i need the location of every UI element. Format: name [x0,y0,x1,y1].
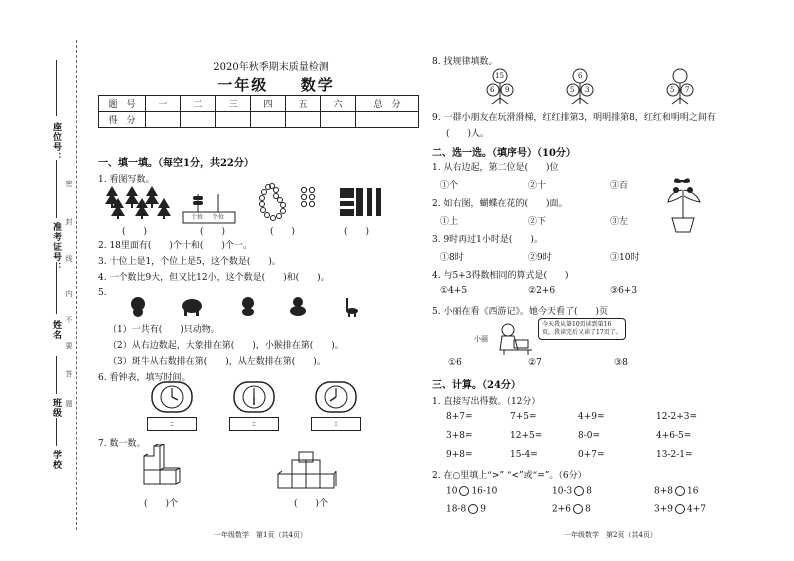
s2-q2-opt-1[interactable]: ①上 [440,217,459,227]
compare-right: 16-10 [471,486,498,497]
s2-q4-opt-3[interactable]: ③6+3 [610,286,638,296]
cube-stack-picture [276,450,338,490]
class-label: 班级 [51,398,61,418]
seal-dashed-line [76,40,77,530]
s2-q4-opt-1[interactable]: ①4+5 [440,286,468,296]
calc-item[interactable]: 7+5= [510,412,537,422]
exam-no-label: 准考证号： [51,222,61,272]
tree-group-picture [104,184,174,220]
compare-left: 2+6 [552,504,571,515]
compare-right: 8 [586,486,592,497]
score-input-cell[interactable] [321,112,356,128]
compare-circle[interactable] [468,504,478,514]
compare-circle[interactable] [675,504,685,514]
section-3-heading: 三、计算。（24分） [432,380,521,391]
flower-3-right: 7 [685,86,690,94]
seal-word: 答 [65,370,73,377]
s2-q3-opt-2[interactable]: ②9时 [528,253,552,263]
calc-item[interactable]: 13-2-1= [656,450,693,460]
compare-item [654,486,698,497]
calc-item[interactable]: 12+5= [510,431,543,441]
s2-q3-text: 3. 9时再过1小时是( )。 [432,235,543,245]
score-header-cell: 六 [321,96,356,112]
s2-q5-text: 5. 小丽在看《西游记》。她今天看了( )页 [432,307,608,317]
seal-word: 封 [65,218,73,225]
score-header-cell: 四 [251,96,286,112]
dot-grid-picture [300,186,320,212]
compare-circle[interactable] [573,504,583,514]
s2-q2-text: 2. 如右图，蝴蝶在花的( )面。 [432,199,568,209]
flower-1-right: 9 [505,86,510,94]
score-input-cell[interactable] [251,112,286,128]
calc-item[interactable]: 4+9= [578,412,605,422]
page-footer-right: 一年级数学 第2页（共4页） [564,531,657,539]
compare-left: 18-8 [446,504,467,515]
q8-text: 8. 找规律填数。 [432,57,498,67]
compare-item [446,504,486,515]
seat-no-label: 座位号： [51,122,61,162]
speech-bubble: 今天我从第10页读到第16页，我读完后又读了17页了。 [538,318,626,340]
exam-no-line [56,160,57,218]
score-header-cell: 一 [146,96,181,112]
compare-right: 4+7 [687,504,706,515]
compare-circle[interactable] [574,486,584,496]
animals-row-picture [128,294,368,318]
calc-item[interactable]: 9+8= [446,450,473,460]
section-1-heading: 一、填一填。（每空1分，共22分） [98,158,254,169]
score-header-cell: 题 号 [99,96,146,112]
s2-q3-opt-1[interactable]: ①8时 [440,253,464,263]
s2-q5-opt-1[interactable]: ①6 [448,358,462,368]
score-input-cell[interactable] [286,112,321,128]
calc-item[interactable]: 0+7= [578,450,605,460]
q1-blank-2[interactable]: ( ) [200,227,226,237]
q7-text: 7. 数一数。 [98,439,146,449]
stick-bundles-picture [338,184,388,220]
q1-blank-3[interactable]: ( ) [270,227,296,237]
seat-no-line [56,60,57,116]
clock-icon [314,380,358,414]
compare-left: 10-3 [552,486,573,497]
compare-item [654,504,706,515]
q4-text: 4. 一个数比9大，但又比12小，这个数是( )和( )。 [98,273,330,283]
exam-title: 2020年秋季期末质量检测 [213,62,329,73]
flower-1-left: 6 [490,86,495,94]
flower-1-top: 15 [495,72,504,80]
grade-label: 一年级 [217,76,269,94]
compare-right: 16 [687,486,699,497]
q2-text: 2. 18里面有( )个十和( )个一。 [98,241,252,251]
bead-ones-label: 个位 [212,214,225,221]
q7-blank-2[interactable]: ( )个 [294,499,329,509]
compare-right: 8 [585,504,591,515]
name-line [56,262,57,314]
calc-item[interactable]: 3+8= [446,431,473,441]
seal-word: 要 [65,342,73,349]
school-line [56,418,57,446]
s2-q1-opt-1[interactable]: ①个 [440,181,459,191]
score-header-cell: 二 [181,96,216,112]
cube-stack-picture [142,444,182,488]
s2-q4-text: 4. 与5+3得数相同的算式是( ) [432,271,569,281]
score-input-cell[interactable] [181,112,216,128]
time-answer-box[interactable]: : [147,417,197,431]
q5c-text: （3）斑牛从右数排在第( )，从左数排在第( )。 [108,357,326,367]
score-header-cell: 三 [216,96,251,112]
score-header-cell: 总 分 [356,96,419,112]
q1-blank-1[interactable]: ( ) [122,227,148,237]
s3-q1-text: 1. 直接写出得数。（12分） [432,397,541,407]
flower-2-right: 3 [585,86,590,94]
compare-left: 10 [446,486,458,497]
score-input-cell[interactable] [146,112,181,128]
seal-word: 题 [65,400,73,407]
flower-2-top: 6 [578,72,583,80]
name-label: 姓名 [51,320,61,340]
compare-item [552,504,591,515]
s2-q4-opt-2[interactable]: ②2+6 [528,286,556,296]
q7-blank-1[interactable]: ( )个 [144,499,179,509]
binding-margin [0,0,80,561]
subject-title [176,74,376,95]
seal-word: 内 [65,290,73,297]
s2-q1-opt-2[interactable]: ②十 [528,181,547,191]
q9-blank[interactable]: ( )人。 [446,129,490,139]
compare-left: 8+8 [654,486,673,497]
s2-q1-text: 1. 从右边起，第二位是( )位 [432,163,559,173]
compare-item [552,486,592,497]
s2-q3-opt-3[interactable]: ③10时 [610,253,640,263]
q1-text: 1. 看图写数。 [98,175,155,185]
school-label: 学校 [51,450,61,470]
flower-2-left: 5 [570,86,575,94]
calc-item[interactable]: 12-2+3= [656,412,698,422]
compare-left: 3+9 [654,504,673,515]
bead-tens-label: 十位 [191,214,204,221]
s2-q2-opt-3[interactable]: ③左 [610,217,629,227]
butterfly-flower-picture [662,176,706,234]
s2-q5-opt-2[interactable]: ②7 [528,358,542,368]
flower-pattern-picture [480,64,760,108]
s3-q2-text: 2. 在○里填上“>” “<”或“=”。（6分） [432,471,587,481]
q9-text: 9. 一群小朋友在玩滑滑梯，红红排第3，明明排第8，红红和明明之间有 [432,113,716,123]
q3-text: 3. 十位上是1，个位上是5，这个数是( )。 [98,257,281,267]
compare-circle[interactable] [675,486,685,496]
calc-item[interactable]: 8+7= [446,412,473,422]
s2-q5-opt-3[interactable]: ③8 [614,358,628,368]
q6-text: 6. 看钟表，填写时间。 [98,373,191,383]
seal-word: 不 [65,316,73,323]
subject-label: 数学 [300,76,335,94]
q5-text: 5. [98,288,107,298]
bead-string-picture [258,183,288,223]
calc-item[interactable]: 4+6-5= [656,431,692,441]
clock-icon [232,380,276,414]
score-header-cell: 五 [286,96,321,112]
q5a-text: （1）一共有( )只动物。 [108,325,220,335]
seal-word: 密 [65,180,73,187]
s2-q2-opt-2[interactable]: ②下 [528,217,547,227]
section-2-heading: 二、选一选。（填序号）（10分） [432,148,576,159]
calc-item[interactable]: 8-0= [578,431,601,441]
score-input-cell[interactable] [216,112,251,128]
compare-item [446,486,497,497]
clock-icon [150,380,194,414]
girl-reading-picture [496,322,538,356]
page-footer-left: 一年级数学 第1页（共4页） [214,531,307,539]
calc-item[interactable]: 15-4= [510,450,538,460]
compare-right: 9 [480,504,486,515]
score-input-cell[interactable] [356,112,419,128]
q1-blank-4[interactable]: ( ) [344,227,370,237]
q5b-text: （2）从右边数起，大象排在第( )，小猴排在第( )。 [108,341,344,351]
class-line [56,356,57,394]
flower-3-left: 5 [670,86,675,94]
time-answer-box[interactable]: : [229,417,279,431]
score-row-label: 得 分 [99,112,146,128]
girl-name-label: 小丽 [474,335,488,343]
s2-q1-opt-3[interactable]: ③百 [610,181,629,191]
compare-circle[interactable] [459,486,469,496]
time-answer-box[interactable]: : [311,417,361,431]
score-table [98,95,419,128]
seal-word: 线 [65,255,73,262]
